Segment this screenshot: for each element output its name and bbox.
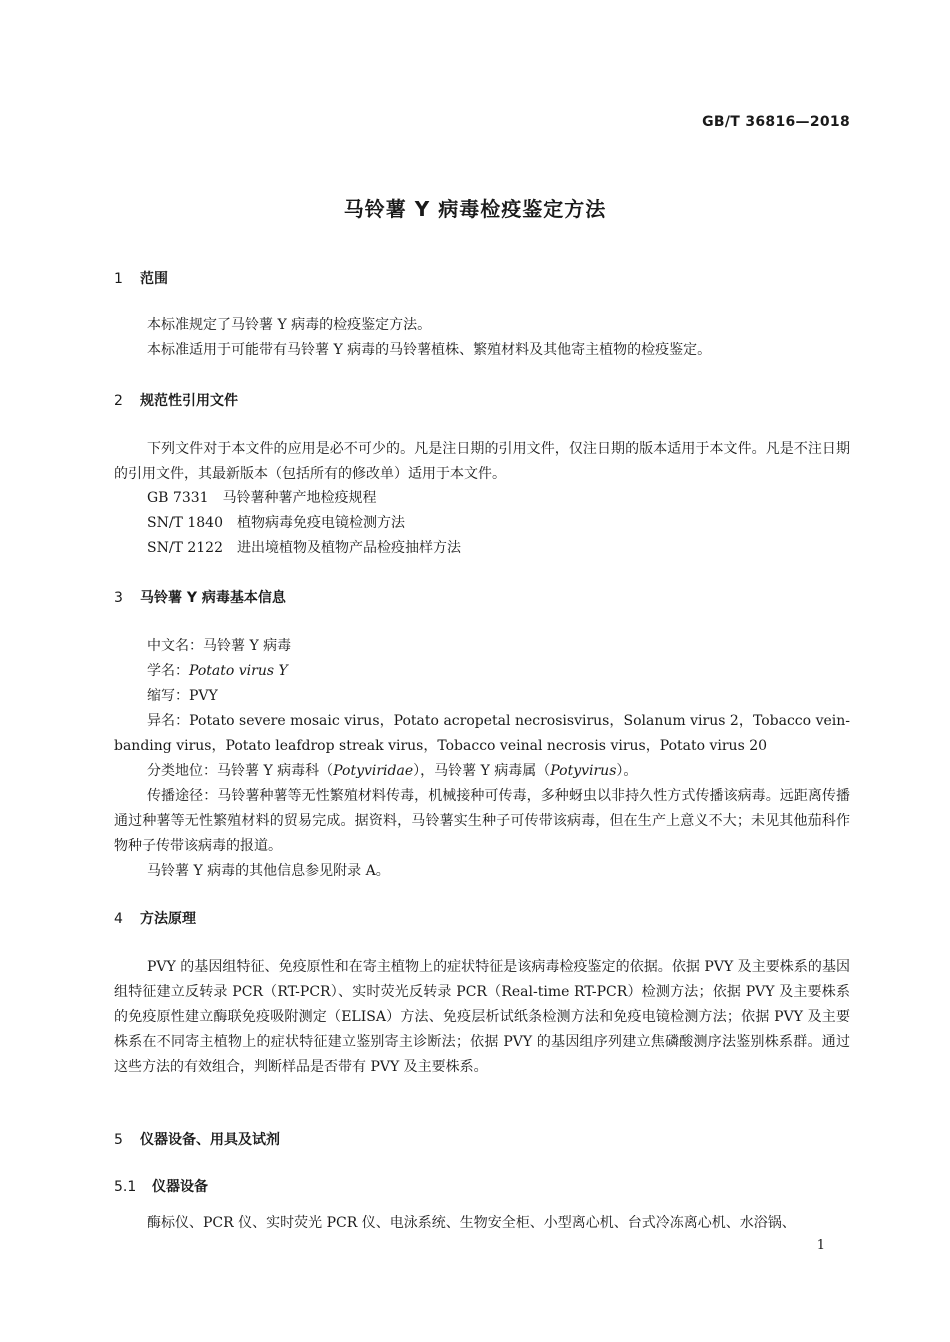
reference-code: SN/T 1840 bbox=[147, 515, 223, 531]
subsection-title: 仪器设备 bbox=[152, 1179, 208, 1195]
page-number: 1 bbox=[816, 1238, 825, 1253]
scientific-name-line bbox=[147, 659, 288, 684]
section-title: 规范性引用文件 bbox=[140, 393, 238, 409]
section-number: 1 bbox=[114, 271, 123, 287]
section-1-heading bbox=[114, 268, 168, 288]
reference-item bbox=[147, 511, 405, 536]
reference-name: 植物病毒免疫电镜检测方法 bbox=[236, 515, 405, 531]
section-title: 方法原理 bbox=[140, 911, 196, 927]
section-2-intro: 下列文件对于本文件的应用是必不可少的。凡是注日期的引用文件，仅注日期的版本适用于本文件。凡是不注日期的引用文件，其最新版本（包括所有的修改单）适用于本文件。 bbox=[114, 441, 850, 482]
abbreviation: 缩写：PVY bbox=[147, 688, 218, 704]
taxonomy-text: ），马铃薯 Y 病毒属（ bbox=[413, 763, 551, 779]
section-1-para-2: 本标准适用于可能带有马铃薯 Y 病毒的马铃薯植株、繁殖材料及其他寄主植物的检疫鉴定。 bbox=[147, 342, 712, 358]
section-number: 4 bbox=[114, 911, 123, 927]
scientific-name-label: 学名： bbox=[147, 663, 189, 679]
subsection-number: 5.1 bbox=[114, 1179, 137, 1195]
reference-item bbox=[147, 486, 377, 511]
section-title: 范围 bbox=[140, 271, 168, 287]
reference-name: 进出境植物及植物产品检疫抽样方法 bbox=[236, 540, 461, 556]
document-title: 马铃薯 Y 病毒检疫鉴定方法 bbox=[343, 197, 607, 221]
section-3-heading bbox=[114, 587, 286, 607]
section-number: 3 bbox=[114, 590, 123, 606]
section-number: 2 bbox=[114, 393, 123, 409]
section-title: 仪器设备、用具及试剂 bbox=[140, 1132, 280, 1148]
transmission: 传播途径：马铃薯种薯等无性繁殖材料传毒，机械接种可传毒，多种蚜虫以非持久性方式传播该病毒。远距离传播通过种薯等无性繁殖材料的贸易完成。据资料，马铃薯实生种子可传带该病毒，但在生产上意义不大；未见其他茄科作物种子传带该病毒的报道。 bbox=[114, 788, 850, 854]
section-4-body: PVY 的基因组特征、免疫原性和在寄主植物上的症状特征是该病毒检疫鉴定的依据。依据 PVY 及主要株系的基因组特征建立反转录 PCR（RT-PCR）、实时荧光反转录 PCR（Real-time RT-PCR）检测方法；依据 PVY 及主要株系的免疫原性建立酶联免疫吸附测定（ELISA）方法、免疫层析试纸条检测方法和免疫电镜检测方法；依据 PVY 及主要株系在不同寄主植物上的症状特征建立鉴别寄主诊断法；依据 PVY 的基因组序列建立焦磷酸测序法鉴别株系群。通过这些方法的有效组合，判断样品是否带有 PVY 及主要株系。 bbox=[114, 959, 850, 1075]
section-number: 5 bbox=[114, 1132, 123, 1148]
section-1-para-1: 本标准规定了马铃薯 Y 病毒的检疫鉴定方法。 bbox=[147, 317, 432, 333]
other-info: 马铃薯 Y 病毒的其他信息参见附录 A。 bbox=[147, 863, 390, 879]
taxonomy-text: 分类地位：马铃薯 Y 病毒科（ bbox=[147, 763, 334, 779]
equipment-list: 酶标仪、PCR 仪、实时荧光 PCR 仪、电泳系统、生物安全柜、小型离心机、台式冷冻离心机、水浴锅、 bbox=[147, 1215, 796, 1231]
reference-code: SN/T 2122 bbox=[147, 540, 223, 556]
subsection-5-1-heading bbox=[114, 1176, 208, 1196]
scientific-name: Potato virus Y bbox=[189, 663, 288, 679]
synonyms: 异名：Potato severe mosaic virus，Potato acropetal necrosisvirus，Solanum virus 2，Tobacco vein-banding virus，Potato leafdrop streak virus，Tobacco veinal necrosis virus，Potato virus 20 bbox=[114, 713, 850, 754]
reference-code: GB 7331 bbox=[147, 490, 209, 506]
reference-item bbox=[147, 536, 461, 561]
section-title: 马铃薯 Y 病毒基本信息 bbox=[140, 590, 286, 606]
reference-name: 马铃薯种薯产地检疫规程 bbox=[222, 490, 377, 506]
family-name: Potyviridae bbox=[333, 763, 414, 779]
chinese-name: 中文名：马铃薯 Y 病毒 bbox=[147, 638, 292, 654]
taxonomy-line bbox=[147, 759, 637, 784]
section-4-heading bbox=[114, 908, 196, 928]
standard-code: GB/T 36816—2018 bbox=[702, 114, 850, 130]
taxonomy-text: ）。 bbox=[616, 763, 638, 779]
genus-name: Potyvirus bbox=[550, 763, 617, 779]
section-2-heading bbox=[114, 390, 238, 410]
section-5-heading bbox=[114, 1129, 280, 1149]
